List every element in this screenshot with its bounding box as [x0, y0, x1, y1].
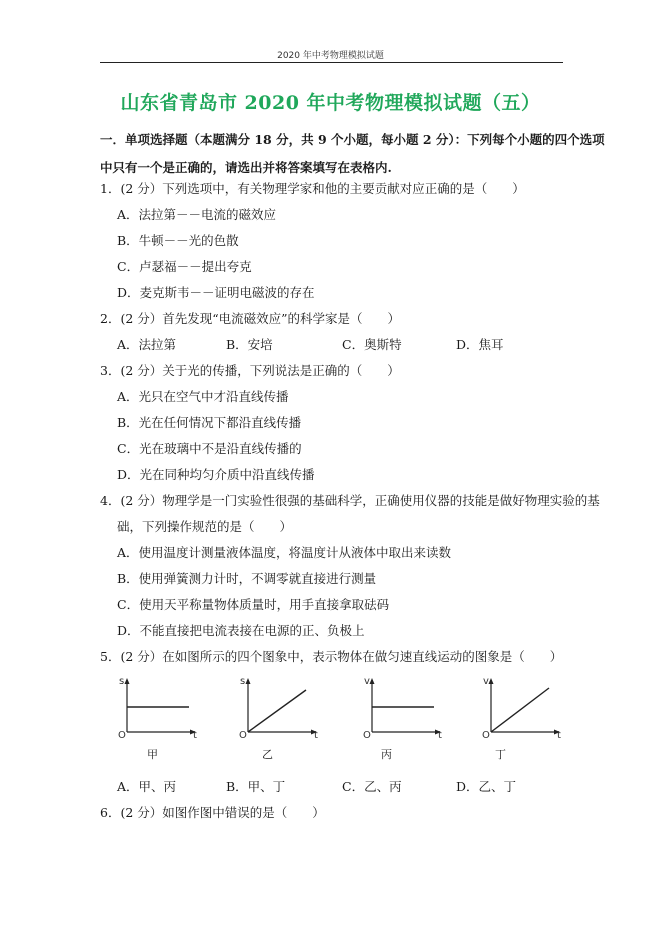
- question-6-stem: 6．(2 分）如图作图中错误的是（ ）: [100, 805, 325, 820]
- graph-ding-caption: 丁: [495, 748, 506, 761]
- question-1-option-c: C．卢瑟福－－提出夸克: [117, 259, 252, 274]
- question-4-option-b: B．使用弹簧测力计时，不调零就直接进行测量: [117, 571, 377, 586]
- graph-ding-y-label: v: [483, 676, 489, 687]
- question-2-stem: 2．(2 分）首先发现“电流磁效应”的科学家是（ ）: [100, 311, 401, 326]
- section-instruction-line1: 一．单项选择题（本题满分 18 分，共 9 个小题，每小题 2 分）：下列每个小题的四个选项: [100, 132, 605, 147]
- graph-bing-x-label: t: [438, 730, 442, 741]
- question-5-option-d: D．乙、丁: [456, 779, 517, 794]
- graph-bing-origin-label: O: [363, 730, 371, 741]
- graph-yi-x-label: t: [314, 730, 318, 741]
- graph-jia-caption: 甲: [147, 748, 158, 761]
- question-5-option-a: A．甲、丙: [117, 779, 177, 794]
- graph-bing-caption: 丙: [381, 748, 392, 761]
- question-1-option-a: A．法拉第－－电流的磁效应: [117, 207, 277, 222]
- graph-bing-plot: [362, 676, 442, 738]
- question-4-option-d: D．不能直接把电流表接在电源的正、负极上: [117, 623, 365, 638]
- question-3-option-a: A．光只在空气中才沿直线传播: [117, 389, 289, 404]
- graph-yi: [238, 676, 318, 742]
- graph-bing-y-label: v: [364, 676, 370, 687]
- question-3-option-b: B．光在任何情况下都沿直线传播: [117, 415, 302, 430]
- graph-jia: [117, 676, 197, 742]
- question-2-option-b: B．安培: [226, 337, 273, 352]
- page-title: 山东省青岛市 2020 年中考物理模拟试题（五）: [120, 92, 541, 114]
- graph-ding-x-label: t: [557, 730, 561, 741]
- question-5-option-c: C．乙、丙: [342, 779, 402, 794]
- question-2-option-a: A．法拉第: [117, 337, 177, 352]
- question-5-option-b: B．甲、丁: [226, 779, 286, 794]
- graph-ding: [481, 676, 561, 742]
- question-4-option-c: C．使用天平称量物体质量时，用手直接拿取砝码: [117, 597, 390, 612]
- header-rule: [100, 62, 563, 63]
- question-3-option-d: D．光在同种均匀介质中沿直线传播: [117, 467, 315, 482]
- graph-yi-y-label: s: [240, 676, 246, 687]
- graph-ding-plot: [481, 676, 561, 738]
- question-3-stem: 3．(2 分）关于光的传播，下列说法是正确的（ ）: [100, 363, 400, 378]
- question-2-option-d: D．焦耳: [456, 337, 504, 352]
- question-4-option-a: A．使用温度计测量液体温度，将温度计从液体中取出来读数: [117, 545, 452, 560]
- graph-yi-origin-label: O: [239, 730, 247, 741]
- question-1-option-b: B．牛顿－－光的色散: [117, 233, 239, 248]
- graph-yi-caption: 乙: [262, 748, 273, 761]
- graph-ding-origin-label: O: [482, 730, 490, 741]
- question-5-stem: 5．(2 分）在如图所示的四个图象中，表示物体在做匀速直线运动的图象是（ ）: [100, 649, 563, 664]
- section-instruction-line2: 中只有一个是正确的，请选出并将答案填写在表格内.: [100, 160, 392, 175]
- graph-jia-plot: [117, 676, 197, 738]
- graph-jia-y-label: s: [119, 676, 125, 687]
- question-4-stem: 4．(2 分）物理学是一门实验性很强的基础科学，正确使用仪器的技能是做好物理实验的基: [100, 493, 600, 508]
- question-3-option-c: C．光在玻璃中不是沿直线传播的: [117, 441, 302, 456]
- graph-bing: [362, 676, 442, 742]
- question-1-option-d: D．麦克斯韦－－证明电磁波的存在: [117, 285, 315, 300]
- question-1-stem: 1．(2 分）下列选项中，有关物理学家和他的主要贡献对应正确的是（ ）: [100, 181, 525, 196]
- header-text: 2020 年中考物理模拟试题: [277, 51, 384, 61]
- question-2-option-c: C．奥斯特: [342, 337, 402, 352]
- question-4-stem-continued: 础，下列操作规范的是（ ）: [117, 519, 293, 534]
- graph-jia-x-label: t: [193, 730, 197, 741]
- graph-jia-origin-label: O: [118, 730, 126, 741]
- graph-yi-plot: [238, 676, 318, 738]
